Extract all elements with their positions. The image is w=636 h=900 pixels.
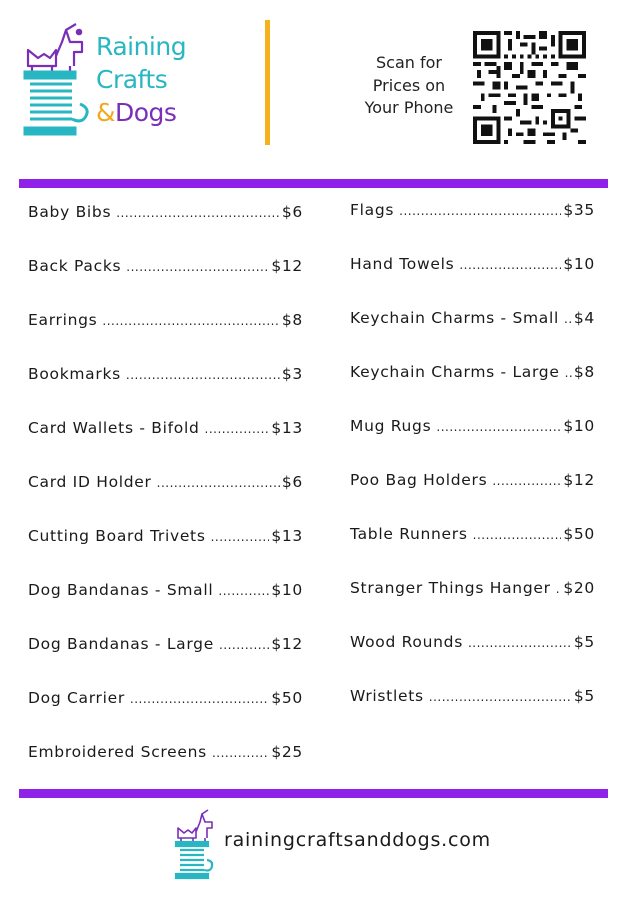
item-name: Wood Rounds — [350, 633, 463, 651]
list-item — [350, 255, 595, 309]
item-price: $13 — [271, 419, 303, 437]
scan-line-3: Your Phone — [364, 98, 454, 117]
dot-leader — [565, 366, 572, 380]
item-name: Table Runners — [350, 525, 468, 543]
item-price: $8 — [281, 311, 303, 329]
dot-leader — [130, 692, 269, 706]
item-name: Bookmarks — [28, 365, 121, 383]
item-price: $25 — [271, 743, 303, 761]
price-list-left — [28, 203, 303, 797]
list-item — [350, 363, 595, 417]
dot-leader — [556, 582, 562, 596]
brand-line-dogs — [96, 96, 186, 129]
item-price: $12 — [271, 635, 303, 653]
scan-line-1: Scan for — [376, 53, 442, 72]
dot-leader — [492, 474, 561, 488]
header — [0, 0, 636, 175]
item-name: Stranger Things Hanger — [350, 579, 551, 597]
dot-leader — [102, 314, 279, 328]
website-url-link[interactable]: rainingcraftsanddogs.com — [224, 829, 491, 851]
item-name: Wristlets — [350, 687, 424, 705]
brand-word-dogs: Dogs — [115, 98, 177, 127]
list-item — [28, 257, 303, 311]
list-item — [350, 687, 595, 741]
item-name: Keychain Charms - Large — [350, 363, 560, 381]
item-name: Embroidered Screens — [28, 743, 207, 761]
dot-leader — [116, 206, 280, 220]
item-name: Earrings — [28, 311, 98, 329]
dot-leader — [468, 636, 572, 650]
dot-leader — [429, 690, 572, 704]
brand-word-raining: Raining — [96, 32, 187, 61]
dot-leader — [218, 584, 269, 598]
item-price: $3 — [281, 365, 303, 383]
dot-leader — [399, 204, 561, 218]
item-price: $35 — [563, 201, 595, 219]
item-price: $4 — [573, 309, 595, 327]
dot-leader — [459, 258, 561, 272]
item-name: Dog Carrier — [28, 689, 125, 707]
scan-instructions — [350, 52, 468, 120]
item-price: $50 — [563, 525, 595, 543]
brand-word-crafts: Crafts — [96, 65, 168, 94]
dot-leader — [126, 368, 280, 382]
brand-ampersand: & — [96, 98, 115, 127]
item-price: $10 — [271, 581, 303, 599]
dot-leader — [157, 476, 280, 490]
item-price: $13 — [271, 527, 303, 545]
item-name: Cutting Board Trivets — [28, 527, 206, 545]
list-item — [350, 579, 595, 633]
item-name: Card Wallets - Bifold — [28, 419, 200, 437]
list-item — [28, 419, 303, 473]
list-item — [28, 311, 303, 365]
list-item — [350, 525, 595, 579]
list-item — [28, 635, 303, 689]
item-price: $10 — [563, 255, 595, 273]
dot-leader — [211, 530, 270, 544]
list-item — [28, 203, 303, 257]
dot-leader — [212, 746, 269, 760]
item-name: Keychain Charms - Small — [350, 309, 560, 327]
item-price: $5 — [573, 633, 595, 651]
list-item — [28, 689, 303, 743]
list-item — [28, 527, 303, 581]
list-item — [350, 309, 595, 363]
dot-leader — [564, 312, 572, 326]
item-price: $6 — [281, 203, 303, 221]
dog-spool-footer-icon — [174, 808, 214, 880]
item-price: $10 — [563, 417, 595, 435]
scan-line-2: Prices on — [372, 75, 446, 95]
header-divider — [265, 20, 270, 145]
dot-leader — [436, 420, 561, 434]
item-price: $20 — [563, 579, 595, 597]
qr-code-icon[interactable] — [473, 31, 586, 144]
item-name: Baby Bibs — [28, 203, 112, 221]
item-name: Flags — [350, 201, 395, 219]
item-name: Dog Bandanas - Large — [28, 635, 214, 653]
list-item — [28, 365, 303, 419]
price-list-right — [350, 201, 595, 741]
bottom-accent-band — [19, 789, 608, 798]
item-price: $5 — [573, 687, 595, 705]
list-item — [350, 471, 595, 525]
item-price: $50 — [271, 689, 303, 707]
item-price: $6 — [281, 473, 303, 491]
item-name: Mug Rugs — [350, 417, 432, 435]
item-name: Dog Bandanas - Small — [28, 581, 214, 599]
list-item — [28, 473, 303, 527]
item-name: Card ID Holder — [28, 473, 152, 491]
item-price: $8 — [573, 363, 595, 381]
item-name: Back Packs — [28, 257, 122, 275]
item-price: $12 — [563, 471, 595, 489]
brand-wordmark — [96, 30, 186, 129]
dog-spool-logo-icon — [22, 20, 94, 138]
dot-leader — [219, 638, 269, 652]
item-price: $12 — [271, 257, 303, 275]
list-item — [350, 201, 595, 255]
list-item — [28, 581, 303, 635]
top-accent-band — [19, 179, 608, 188]
item-name: Hand Towels — [350, 255, 455, 273]
list-item — [350, 633, 595, 687]
item-name: Poo Bag Holders — [350, 471, 488, 489]
dot-leader — [205, 422, 270, 436]
list-item — [350, 417, 595, 471]
dot-leader — [126, 260, 269, 274]
dot-leader — [473, 528, 562, 542]
